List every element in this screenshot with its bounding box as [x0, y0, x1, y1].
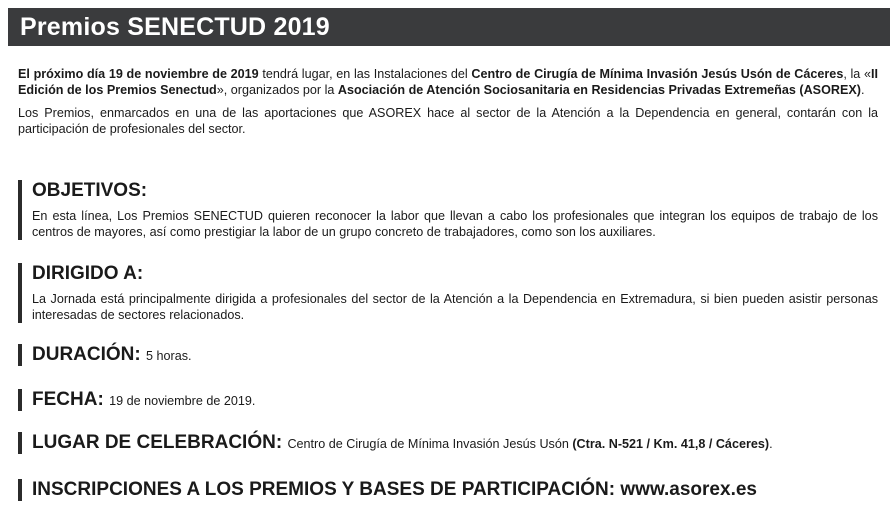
intro-date: El próximo día 19 de noviembre de 2019	[18, 67, 259, 81]
section-fecha	[18, 389, 880, 413]
objetivos-title: OBJETIVOS:	[32, 180, 148, 201]
objetivos-body: En esta línea, Los Premios SENECTUD quieren reconocer la labor que llevan a cabo los profesionales que integran los equipos de trabajo de los centros de mayores, así como prestigiar la labor de un grupo concreto de trabajadores, como son los auxiliares.	[32, 209, 878, 239]
lugar-row	[32, 432, 773, 454]
section-bar	[18, 432, 22, 454]
duracion-row	[32, 344, 192, 366]
section-bar	[18, 180, 22, 240]
section-dirigido	[18, 263, 880, 325]
intro-organizer: Asociación de Atención Sociosanitaria en Residencias Privadas Extremeñas (ASOREX)	[337, 83, 861, 97]
website-link[interactable]: www.asorex.es	[620, 479, 757, 500]
intro-paragraph-1	[18, 66, 878, 98]
fecha-row	[32, 389, 255, 411]
title-bar	[8, 8, 890, 46]
intro-text	[18, 66, 878, 144]
section-duracion	[18, 344, 880, 368]
section-bar	[18, 344, 22, 366]
intro-text-part: .	[860, 83, 865, 97]
lugar-title: LUGAR DE CELEBRACIÓN:	[32, 432, 283, 453]
lugar-value-end: .	[769, 437, 773, 451]
section-inscripciones	[18, 479, 880, 503]
section-bar	[18, 389, 22, 411]
duracion-title: DURACIÓN:	[32, 344, 141, 365]
intro-paragraph-2: Los Premios, enmarcados en una de las aportaciones que ASOREX hace al sector de la Atención a la Dependencia en general, contarán con la participación de profesionales del sector.	[18, 106, 878, 136]
page-title: Premios SENECTUD 2019	[20, 12, 330, 41]
section-bar	[18, 479, 22, 501]
intro-edition: II Edición de los Premios Senectud	[18, 67, 879, 97]
intro-text-part: », organizados por la	[216, 83, 338, 97]
inscripciones-title: INSCRIPCIONES A LOS PREMIOS Y BASES DE PARTICIPACIÓN:	[32, 479, 616, 500]
dirigido-body: La Jornada está principalmente dirigida a profesionales del sector de la Atención a la Dependencia en Extremadura, si bien pueden asistir personas interesadas de sectores relacionados.	[32, 292, 878, 322]
intro-text-part: , la «	[843, 67, 872, 81]
fecha-value: 19 de noviembre de 2019.	[109, 394, 256, 408]
intro-venue: Centro de Cirugía de Mínima Invasión Jesús Usón de Cáceres	[471, 67, 844, 81]
inscripciones-row	[32, 479, 757, 501]
section-lugar	[18, 432, 880, 456]
section-objetivos	[18, 180, 880, 242]
section-bar	[18, 263, 22, 323]
duracion-value: 5 horas.	[146, 349, 192, 363]
lugar-value: Centro de Cirugía de Mínima Invasión Jesús Usón	[287, 437, 573, 451]
lugar-address: (Ctra. N-521 / Km. 41,8 / Cáceres)	[572, 437, 770, 451]
dirigido-title: DIRIGIDO A:	[32, 263, 144, 284]
intro-text-part: tendrá lugar, en las Instalaciones del	[258, 67, 472, 81]
fecha-title: FECHA:	[32, 389, 104, 410]
